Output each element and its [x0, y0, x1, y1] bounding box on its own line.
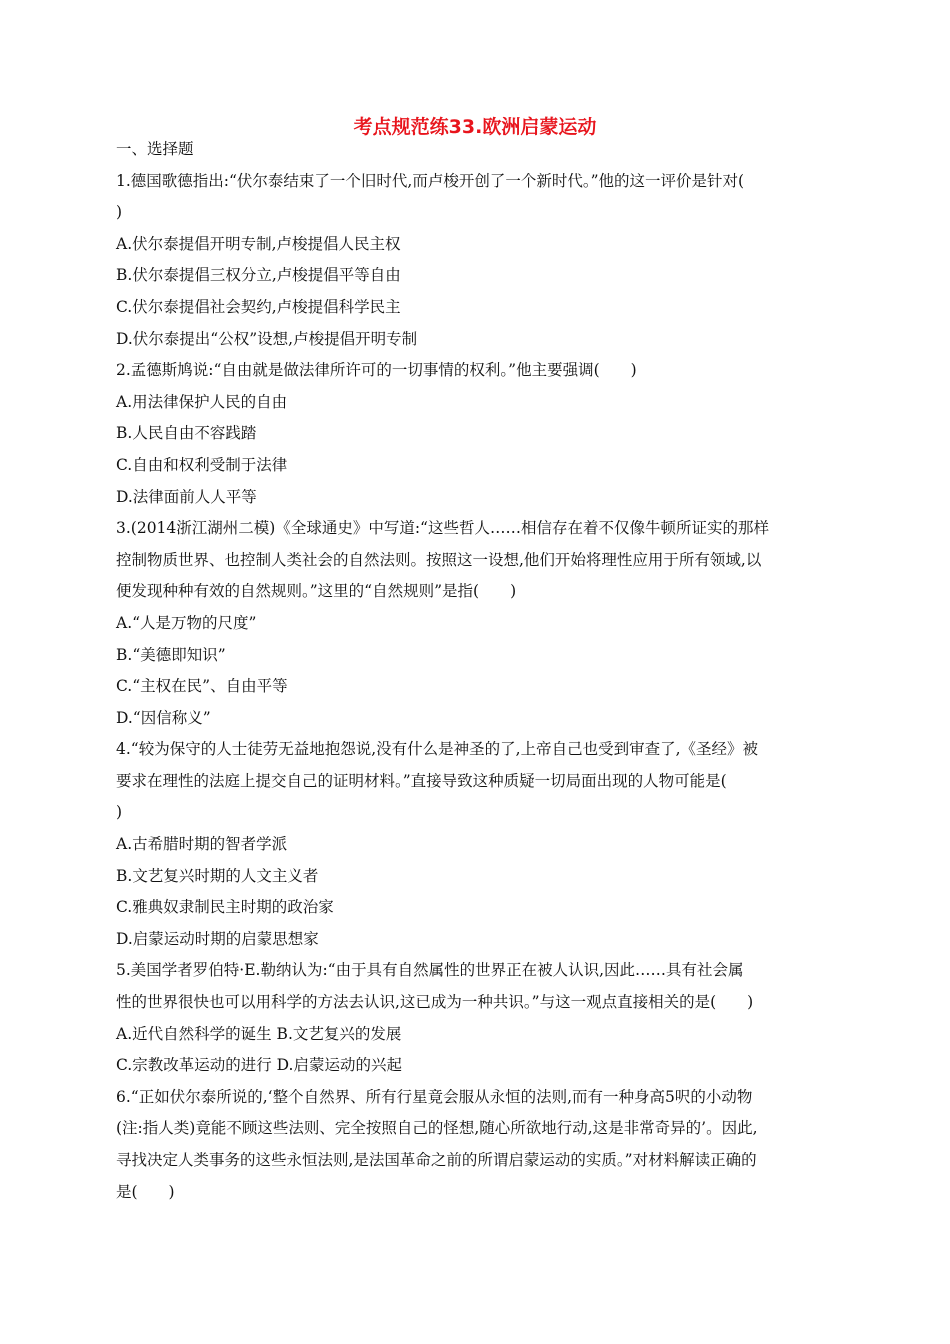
question-5-stem-cont: 性的世界很快也可以用科学的方法去认识,这已成为一种共识。”与这一观点直接相关的是( ) [116, 993, 754, 1012]
question-2-option-b: B.人民自由不容践踏 [116, 424, 257, 443]
document-body [116, 134, 836, 1208]
section-heading: 一、选择题 [116, 140, 194, 158]
question-5-options-cd: C.宗教改革运动的进行 D.启蒙运动的兴起 [116, 1056, 402, 1075]
question-4-stem: 4.“较为保守的人士徒劳无益地抱怨说,没有什么是神圣的了,上帝自己也受到审查了,《圣经》被 [116, 740, 758, 759]
question-3-option-a: A.“人是万物的尺度” [116, 613, 257, 632]
question-2-option-c: C.自由和权利受制于法律 [116, 455, 288, 474]
question-2-stem: 2.孟德斯鸠说:“自由就是做法律所许可的一切事情的权利。”他主要强调( ) [116, 361, 637, 380]
question-1-stem: 1.德国歌德指出:“伏尔泰结束了一个旧时代,而卢梭开创了一个新时代。”他的这一评价是针对( [116, 171, 745, 190]
question-5-options-ab: A.近代自然科学的诞生 B.文艺复兴的发展 [116, 1024, 402, 1043]
question-5-stem: 5.美国学者罗伯特·E.勒纳认为:“由于具有自然属性的世界正在被人认识,因此……具有社会属 [116, 961, 744, 980]
question-1-option-a: A.伏尔泰提倡开明专制,卢梭提倡人民主权 [116, 234, 401, 253]
page-title: 考点规范练33.欧洲启蒙运动 [353, 116, 597, 138]
question-1-option-d: D.伏尔泰提出“公权”设想,卢梭提倡开明专制 [116, 329, 418, 348]
question-6-stem-cont: (注:指人类)竟能不顾这些法则、完全按照自己的怪想,随心所欲地行动,这是非常奇异的’。因此, [116, 1119, 758, 1138]
question-6-stem-cont: 是( ) [116, 1182, 175, 1201]
question-2-option-a: A.用法律保护人民的自由 [116, 392, 288, 411]
question-6-stem: 6.“正如伏尔泰所说的,‘整个自然界、所有行星竟会服从永恒的法则,而有一种身高5呎的小动物 [116, 1087, 753, 1106]
question-1-stem-cont: ) [116, 203, 123, 222]
question-3-option-d: D.“因信称义” [116, 708, 211, 727]
question-4-option-d: D.启蒙运动时期的启蒙思想家 [116, 929, 319, 948]
question-3-stem: 3.(2014浙江湖州二模)《全球通史》中写道:“这些哲人……相信存在着不仅像牛顿所证实的那样 [116, 519, 769, 538]
question-1-option-c: C.伏尔泰提倡社会契约,卢梭提倡科学民主 [116, 297, 401, 316]
question-6-stem-cont: 寻找决定人类事务的这些永恒法则,是法国革命之前的所谓启蒙运动的实质。”对材料解读正确的 [116, 1151, 757, 1169]
question-3-stem-cont: 便发现种种有效的自然规则。”这里的“自然规则”是指( ) [116, 582, 517, 601]
question-4-option-a: A.古希腊时期的智者学派 [116, 835, 288, 854]
question-4-stem-cont: 要求在理性的法庭上提交自己的证明材料。”直接导致这种质疑一切局面出现的人物可能是( [116, 771, 727, 790]
question-2-option-d: D.法律面前人人平等 [116, 487, 257, 506]
question-3-option-b: B.“美德即知识” [116, 645, 226, 664]
question-3-stem-cont: 控制物质世界、也控制人类社会的自然法则。按照这一设想,他们开始将理性应用于所有领域,以 [116, 550, 762, 569]
question-4-option-c: C.雅典奴隶制民主时期的政治家 [116, 898, 334, 917]
question-3-option-c: C.“主权在民”、自由平等 [116, 677, 288, 696]
question-4-stem-cont: ) [116, 803, 123, 822]
question-1-option-b: B.伏尔泰提倡三权分立,卢梭提倡平等自由 [116, 266, 401, 285]
question-4-option-b: B.文艺复兴时期的人文主义者 [116, 866, 319, 885]
